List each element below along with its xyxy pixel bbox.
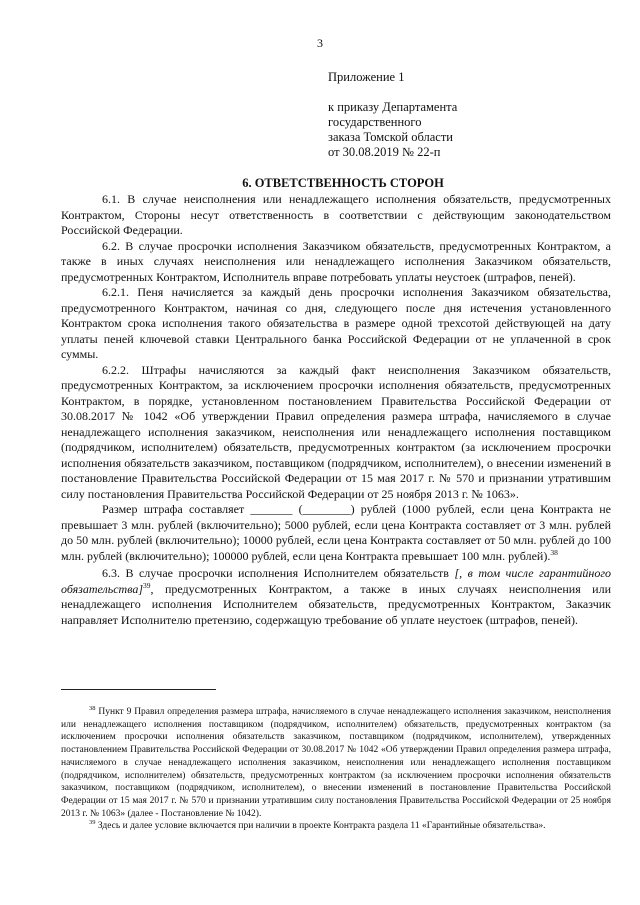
document-body — [61, 192, 611, 628]
footnote-separator — [61, 689, 216, 690]
appendix-line: к приказу Департамента — [328, 100, 458, 114]
paragraph-6-2-1: 6.2.1. Пеня начисляется за каждый день просрочки исполнения Заказчиком обязательства, предусмотренного Контрактом, начиная со дня, следующего после дня истечения установленного Контрактом срока исполнения такого обязательства в размере одной трехсотой действующей на дату уплаты пеней ключевой ставки Центрального банка Российской Федерации от не уплаченной в срок суммы. — [61, 285, 611, 361]
paragraph-6-2-2: 6.2.2. Штрафы начисляются за каждый факт неисполнения Заказчиком обязательств, предусмотренных Контрактом, за исключением просрочки исполнения обязательств, предусмотренных Контрактом, в порядке, установленном постановлением Правительства Российской Федерации от 30.08.2017 № 1042 «Об утверждении Правил определения размера штрафа, начисляемого в случае ненадлежащего исполнения заказчиком, неисполнения или ненадлежащего исполнения поставщиком (подрядчиком, исполнителем) обязательств, предусмотренных контрактом (за исключением просрочки исполнения обязательств заказчиком, поставщиком (подрядчиком, исполнителем), о внесении изменений в постановление Правительства Российской Федерации от 15 мая 2017 г. № 570 и признании утратившим силу постановления Правительства Российской Федерации от 25 ноября 2013 г. № 1063». — [61, 362, 611, 501]
paragraph-6-3-start: 6.3. В случае просрочки исполнения Исполнителем обязательств — [102, 566, 455, 580]
appendix-line: заказа Томской области — [328, 130, 453, 144]
footnote-text: Здесь и далее условие включается при наличии в проекте Контракта раздела 11 «Гарантийные обязательства». — [95, 821, 546, 832]
footnote-ref-38[interactable]: 38 — [550, 547, 558, 557]
paragraph-6-1: 6.1. В случае неисполнения или ненадлежащего исполнения обязательств, предусмотренных Контрактом, Стороны несут ответственность в соответствии с действующим законодательством Российской Федерации. — [61, 192, 611, 237]
section-title: 6. ОТВЕТСТВЕННОСТЬ СТОРОН — [242, 176, 444, 190]
paragraph-6-3-italic: [, в том числе гарантийного обязательства] — [61, 566, 612, 596]
footnote-ref-39[interactable]: 39 — [143, 580, 151, 590]
appendix-title: Приложение 1 — [328, 70, 405, 84]
paragraph-fine-amount — [61, 502, 611, 564]
appendix-line: от 30.08.2019 № 22-п — [328, 145, 441, 159]
footnote-text: Пункт 9 Правил определения размера штрафа, начисляемого в случае ненадлежащего исполнения заказчиком, неисполнения или ненадлежащего исполнения поставщиком (подрядчиком, исполнителем) обязательств, предусмотренных контрактом (за исключением просрочки исполнения обязательств заказчиком, поставщиком (подрядчиком, исполнителем), утвержденных постановлением Правительства Российской Федерации от 30.08.2017 № 1042 «Об утверждении Правил определения размера штрафа, начисляемого в случае ненадлежащего исполнения заказчиком, неисполнения или ненадлежащего исполнения поставщиком (подрядчиком, исполнителем) обязательств, предусмотренных контрактом (за исключением просрочки исполнения обязательств заказчиком, поставщиком (подрядчиком, исполнителем), о внесении изменений в постановление Правительства Российской Федерации от 15 мая 2017 г. № 570 и признании утратившим силу постановления Правительства Российской Федерации от 25 ноября 2013 г. № 1063» (далее - Постановление № 1042). — [61, 707, 611, 819]
paragraph-6-3-end: , предусмотренных Контрактом, а также в иных случаях неисполнения или ненадлежащего исполнения Исполнителем обязательств, предусмотренных Контрактом, Заказчик направляет Исполнителю претензию, содержащую требование об уплате неустоек (штрафов, пеней). — [61, 581, 611, 627]
paragraph-6-3 — [61, 566, 611, 628]
footnotes — [61, 706, 611, 833]
footnote-number: 38 — [89, 704, 96, 712]
footnote-38 — [61, 706, 611, 820]
footnote-39 — [61, 820, 611, 833]
appendix-line: государственного — [328, 115, 422, 129]
page-number: 3 — [317, 36, 323, 50]
footnote-number: 39 — [89, 819, 96, 827]
fine-amount-text: Размер штрафа составляет _______ (________) рублей (1000 рублей, если цена Контракта не превышает 3 млн. рублей (включительно); 5000 рублей, если цена Контракта составляет от 3 млн. рублей до 50 млн. рублей (включительно); 10000 рублей, если цена Контракта составляет от 50 млн. рублей до 100 млн. рублей (включительно); 100000 рублей, если цена Контракта превышает 100 млн. рублей). — [61, 502, 611, 563]
appendix-header — [328, 70, 457, 160]
paragraph-6-2: 6.2. В случае просрочки исполнения Заказчиком обязательств, предусмотренных Контрактом, а также в иных случаях неисполнения или ненадлежащего исполнения Заказчиком обязательств, предусмотренных Контрактом, Исполнитель вправе потребовать уплаты неустоек (штрафов, пеней). — [61, 238, 611, 284]
